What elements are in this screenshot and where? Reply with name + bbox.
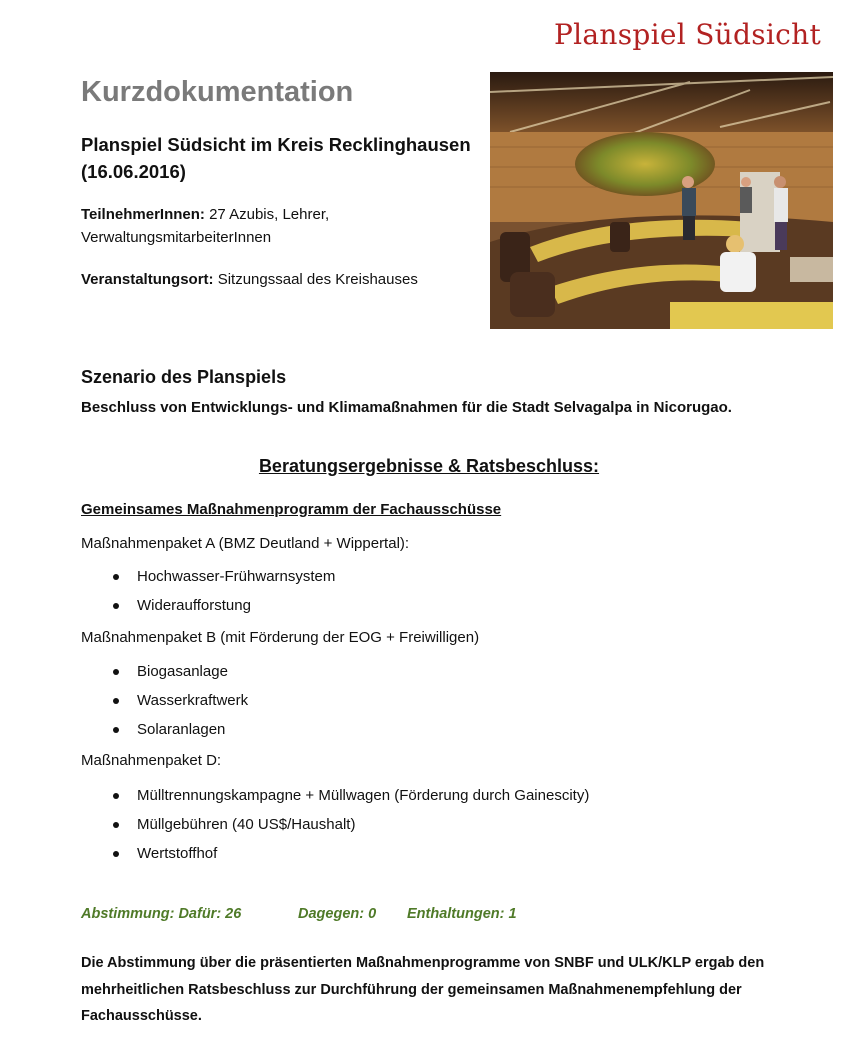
list-item: Mülltrennungskampagne + Müllwagen (Förderung durch Gainescity): [110, 786, 589, 815]
scenario-heading: Szenario des Planspiels: [81, 367, 287, 387]
event-photo: [490, 72, 833, 329]
participants-line: [81, 203, 471, 249]
list-item: Wertstoffhof: [110, 844, 589, 873]
list-item: Wasserkraftwerk: [110, 691, 248, 720]
package-a-list: [110, 567, 335, 625]
brand-wordmark: Planspiel Südsicht: [554, 18, 822, 51]
vote-against: Dagegen: 0: [298, 906, 377, 922]
scenario-text: Beschluss von Entwicklungs- und Klimamaßnahmen für die Stadt Selvagalpa in Nicorugao.: [81, 399, 732, 416]
council-chamber-photo: [490, 72, 833, 329]
list-item: Biogasanlage: [110, 662, 248, 691]
vote-abstain: Enthaltungen: 1: [407, 906, 517, 922]
program-heading: Gemeinsames Maßnahmenprogramm der Fachausschüsse: [81, 501, 502, 518]
venue-line: [81, 268, 471, 291]
package-d-title: Maßnahmenpaket D:: [81, 752, 222, 769]
list-item: Hochwasser-Frühwarnsystem: [110, 567, 335, 596]
venue-value: Sitzungssaal des Kreishauses: [217, 271, 418, 288]
document-title: Kurzdokumentation: [81, 76, 354, 108]
participants-value: 27 Azubis, Lehrer, VerwaltungsmitarbeiterInnen: [81, 206, 330, 246]
participants-label: TeilnehmerInnen:: [81, 206, 205, 223]
results-heading: Beratungsergebnisse & Ratsbeschluss:: [258, 456, 600, 476]
package-b-list: [110, 662, 248, 749]
vote-for: Abstimmung: Dafür: 26: [81, 906, 242, 922]
conclusion-text: Die Abstimmung über die präsentierten Maßnahmenprogramme von SNBF und ULK/KLP ergab den mehrheitlichen Ratsbeschluss zur Durchführung der gemeinsamen Maßnahmenempfehlung der Fachausschüsse.: [81, 955, 765, 1024]
package-b-title: Maßnahmenpaket B (mit Förderung der EOG + Freiwilligen): [81, 629, 480, 646]
list-item: Müllgebühren (40 US$/Haushalt): [110, 815, 589, 844]
list-item: Wideraufforstung: [110, 596, 335, 625]
event-subtitle: Planspiel Südsicht im Kreis Recklinghausen (16.06.2016): [81, 134, 471, 182]
venue-label: Veranstaltungsort:: [81, 271, 214, 288]
package-d-list: [110, 786, 589, 873]
list-item: Solaranlagen: [110, 720, 248, 749]
package-a-title: Maßnahmenpaket A (BMZ Deutland + Wippertal):: [81, 535, 410, 552]
